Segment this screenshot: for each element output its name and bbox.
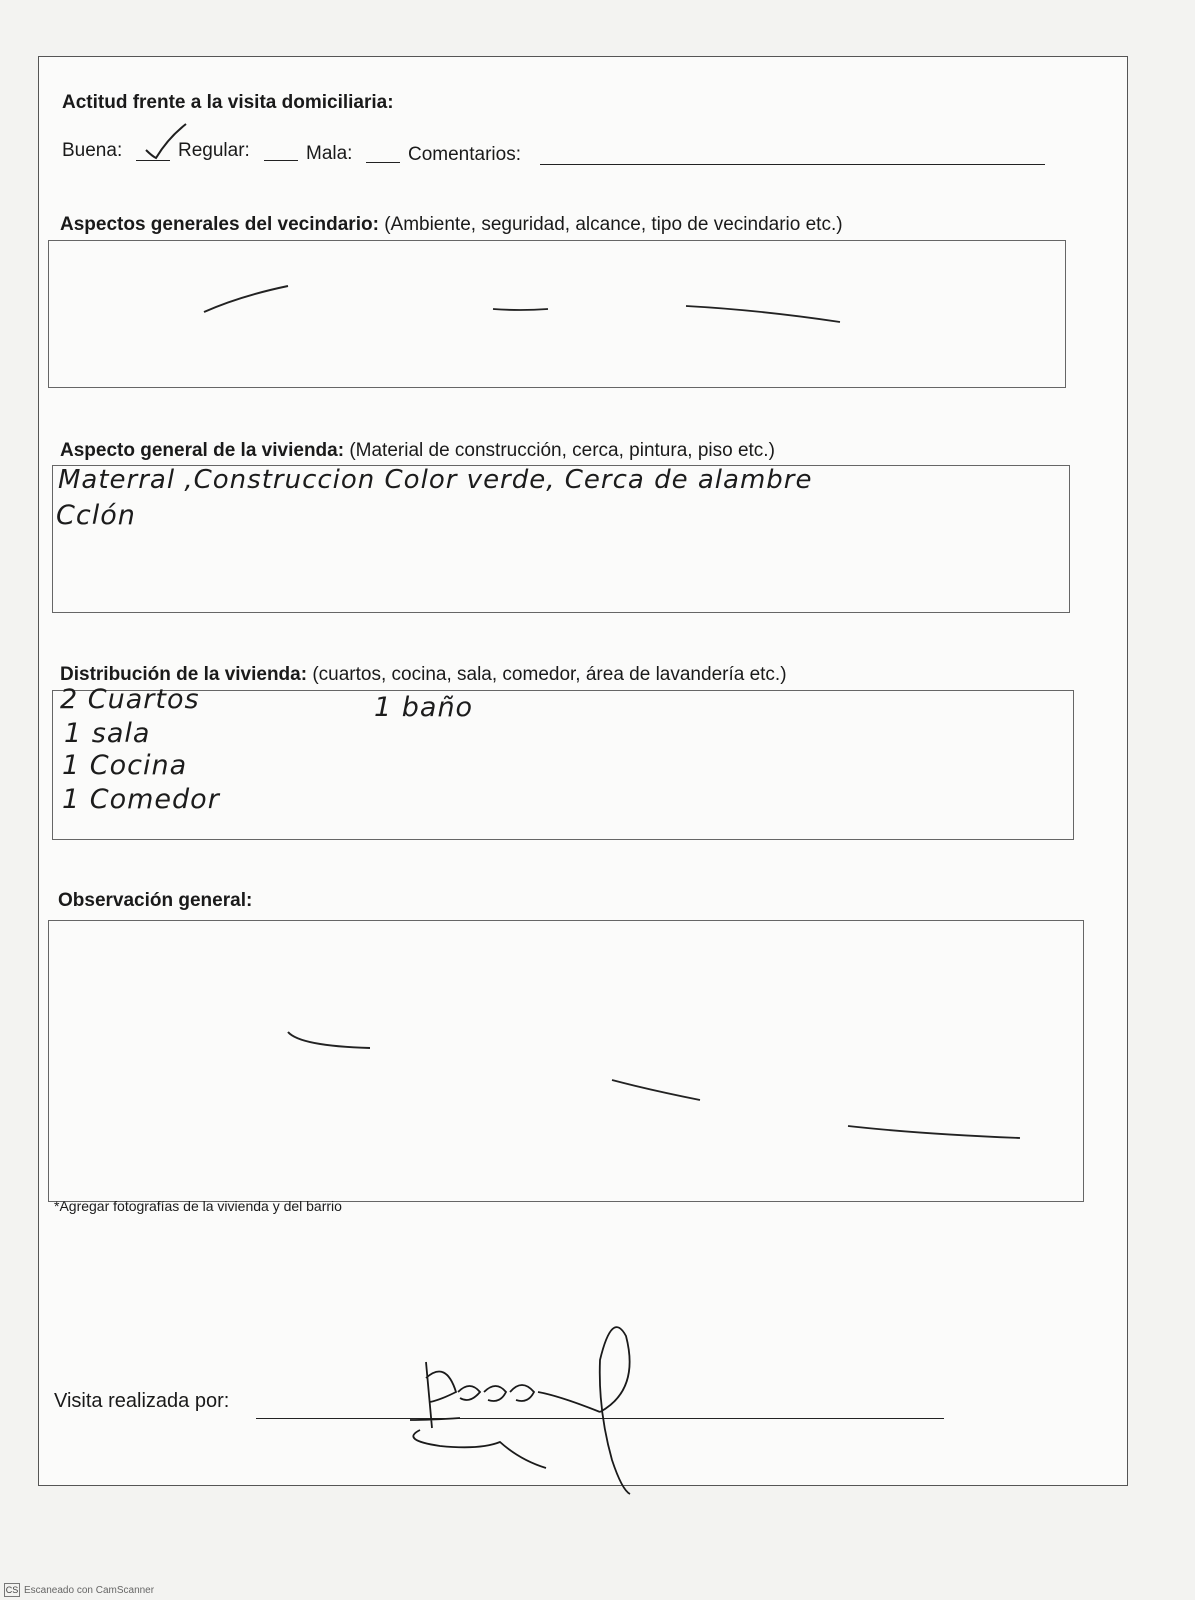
photo-footnote: *Agregar fotografías de la vivienda y del barrio xyxy=(54,1198,342,1214)
neighborhood-box[interactable] xyxy=(48,240,1066,388)
signature-label: Visita realizada por: xyxy=(54,1390,230,1412)
housing-handwriting-line1: Materral ,Construccion Color verde, Cerca de alambre xyxy=(58,465,813,495)
distribution-item: 1 Cocina xyxy=(62,750,188,781)
comentarios-field[interactable] xyxy=(540,164,1045,165)
attitude-heading: Actitud frente a la visita domiciliaria: xyxy=(62,92,394,113)
distribution-extra: 1 baño xyxy=(374,692,474,723)
distribution-item: 1 Comedor xyxy=(62,784,220,815)
signature-line[interactable] xyxy=(256,1418,944,1419)
scanner-badge-text: Escaneado con CamScanner xyxy=(24,1584,155,1596)
buena-blank[interactable] xyxy=(136,160,170,161)
housing-handwriting-line2: Cclón xyxy=(56,500,136,531)
mala-label: Mala: xyxy=(306,143,353,164)
regular-blank[interactable] xyxy=(264,160,298,161)
neighborhood-heading-bold: Aspectos generales del vecindario: xyxy=(60,214,379,235)
distribution-box[interactable] xyxy=(52,690,1074,840)
buena-label: Buena: xyxy=(62,140,123,161)
camscanner-logo-icon: CS xyxy=(5,1585,19,1595)
distribution-item: 2 Cuartos xyxy=(60,684,200,715)
distribution-heading-note: (cuartos, cocina, sala, comedor, área de lavandería etc.) xyxy=(312,664,787,685)
housing-heading-bold: Aspecto general de la vivienda: xyxy=(60,440,345,461)
distribution-heading-bold: Distribución de la vivienda: xyxy=(60,664,308,685)
observation-heading: Observación general: xyxy=(58,890,253,911)
distribution-item: 1 sala xyxy=(64,718,151,749)
neighborhood-heading xyxy=(60,214,843,236)
mala-blank[interactable] xyxy=(366,162,400,163)
regular-label: Regular: xyxy=(178,140,250,161)
distribution-heading xyxy=(60,664,787,686)
comentarios-label: Comentarios: xyxy=(408,144,521,165)
observation-box[interactable] xyxy=(48,920,1084,1202)
housing-heading xyxy=(60,440,775,462)
scanner-badge xyxy=(4,1583,154,1597)
housing-heading-note: (Material de construcción, cerca, pintura, piso etc.) xyxy=(349,440,775,461)
neighborhood-heading-note: (Ambiente, seguridad, alcance, tipo de vecindario etc.) xyxy=(384,214,843,235)
